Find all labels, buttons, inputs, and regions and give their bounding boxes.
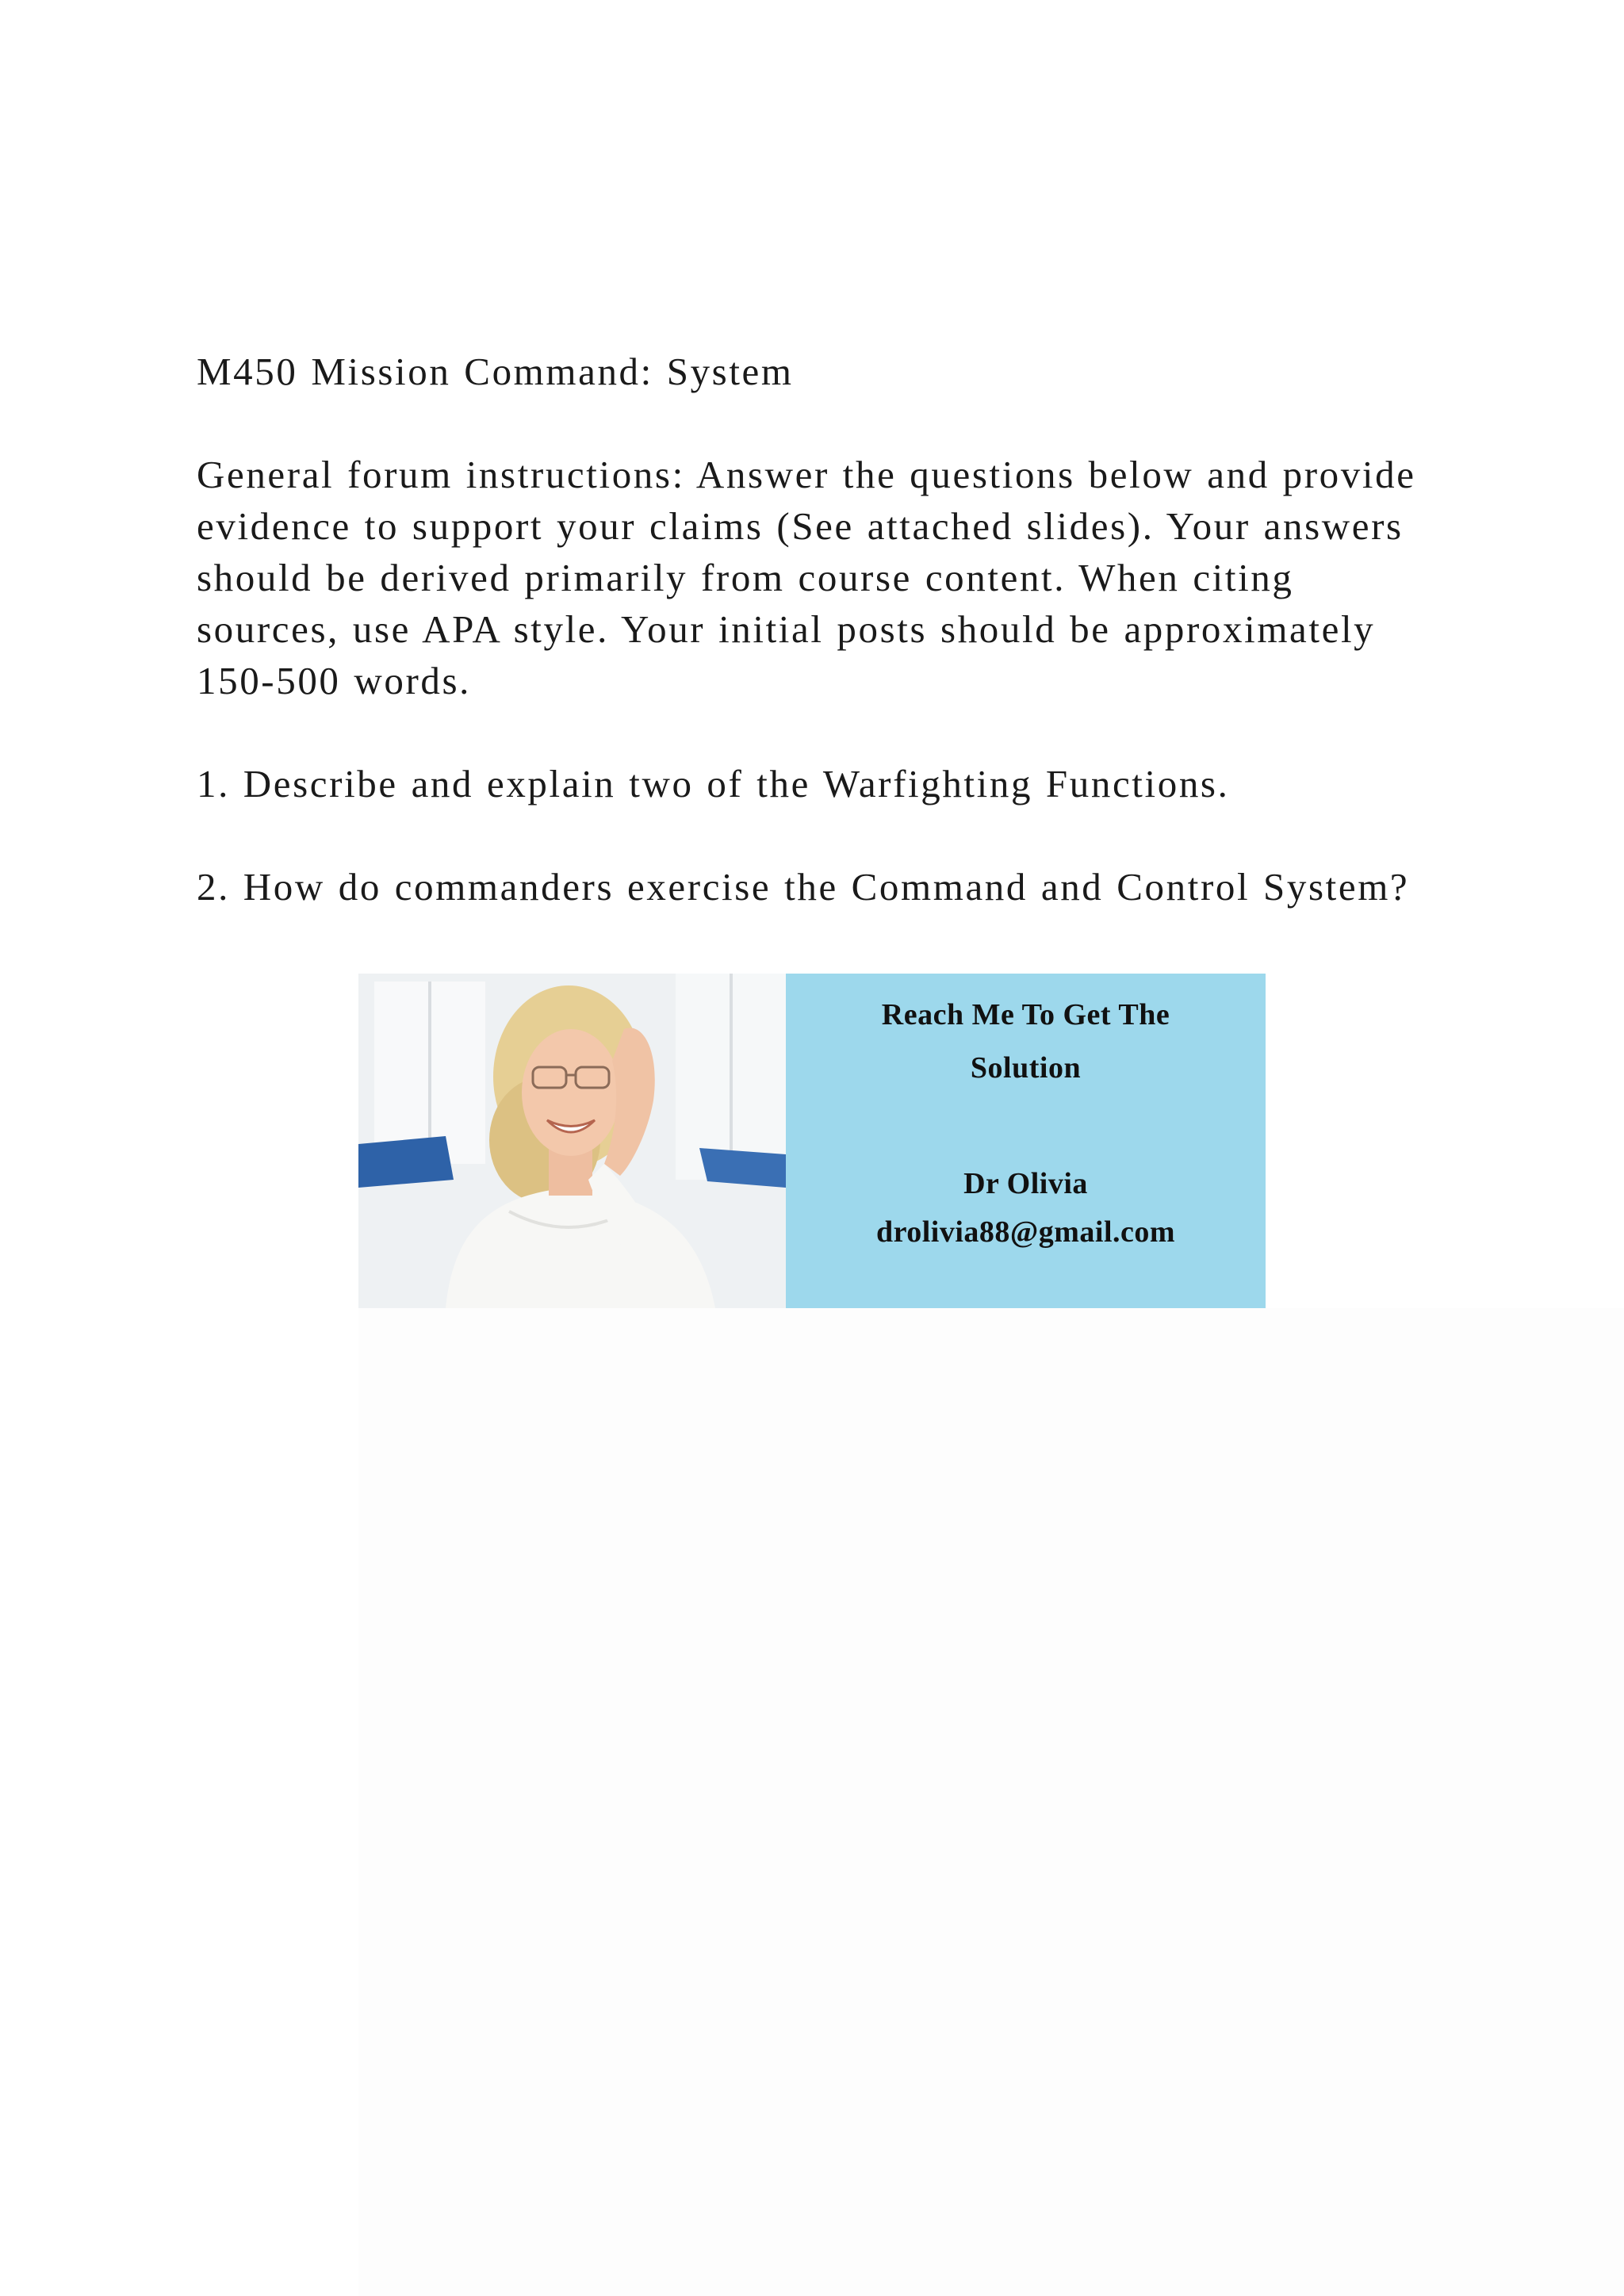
question-2: 2. How do commanders exercise the Command and Control System? [197,865,1410,909]
document-title: M450 Mission Command: System [197,350,794,393]
promo-headline-line-1: Reach Me To Get The [881,998,1170,1031]
question-1: 1. Describe and explain two of the Warfighting Functions. [197,762,1230,806]
forum-instructions: General forum instructions: Answer the questions below and provide evidence to support your claims (See attached slides). Your answers should be derived primarily from course content. When citing sources, use APA style. Your initial posts should be approximately 150-500 words. [197,453,1416,702]
contact-name: Dr Olivia [963,1167,1088,1200]
contact-panel [786,974,1266,1308]
page-background-panel [358,1308,1624,2296]
contact-email[interactable]: drolivia88@gmail.com [875,1215,1176,1249]
promo-headline-line-2: Solution [970,1051,1082,1085]
document-body [197,346,1450,913]
advert-banner [358,974,1266,1308]
woman-photo [358,974,786,1308]
